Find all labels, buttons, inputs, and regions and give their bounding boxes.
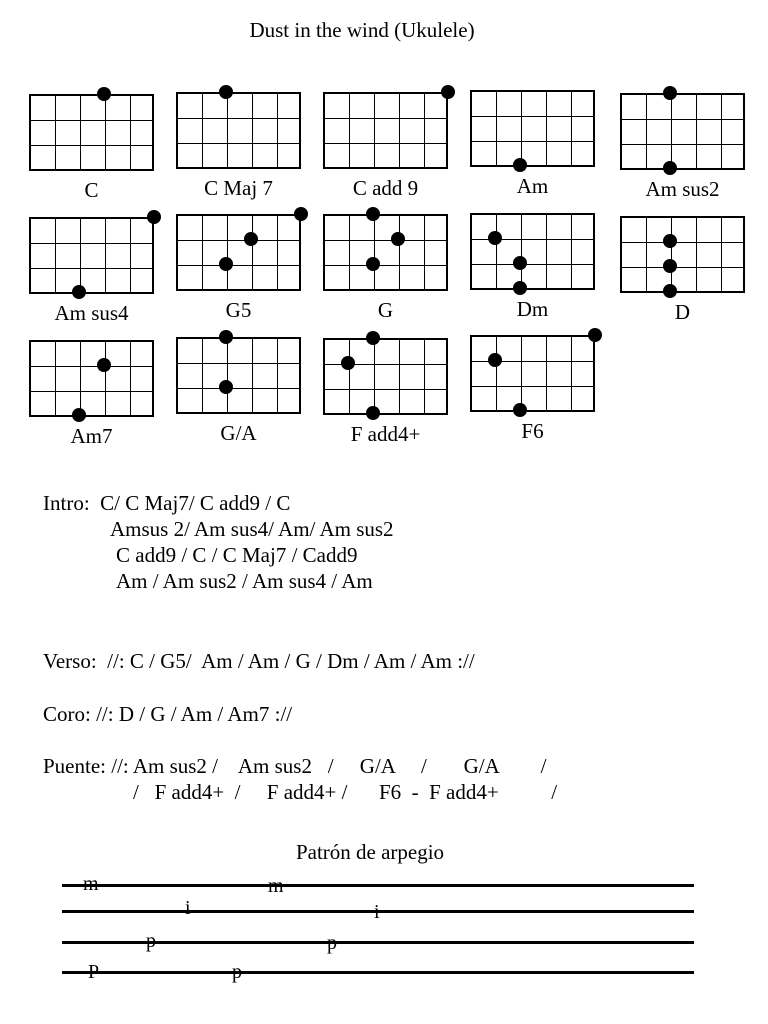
finger-dot xyxy=(341,356,355,370)
chord-name: C add 9 xyxy=(352,176,419,200)
finger-dot xyxy=(294,207,308,221)
puente-line-2: / F add4+ / F add4+ / F6 - F add4+ / xyxy=(133,780,558,804)
finger-dot xyxy=(663,86,677,100)
finger-dot xyxy=(219,330,233,344)
fretboard-grid xyxy=(323,92,448,169)
finger-dot xyxy=(488,353,502,367)
fretboard-grid xyxy=(29,94,154,171)
chord-name: Am xyxy=(516,174,549,198)
finger-dot xyxy=(244,232,258,246)
finger-dot xyxy=(513,281,527,295)
chord-name: C xyxy=(84,178,99,202)
string-line-3 xyxy=(62,941,694,944)
chord-name: G5 xyxy=(225,298,252,322)
finger-dot xyxy=(219,85,233,99)
string-line-1 xyxy=(62,884,694,887)
chord-name: Am sus4 xyxy=(54,301,129,325)
finger-dot xyxy=(366,406,380,420)
intro-line-3: C add9 / C / C Maj7 / Cadd9 xyxy=(116,543,358,567)
finger-dot xyxy=(588,328,602,342)
finger-dot xyxy=(219,257,233,271)
note-p: p xyxy=(146,930,156,952)
chord-name: C Maj 7 xyxy=(204,176,273,200)
fretboard-grid xyxy=(176,214,301,291)
chord-name: D xyxy=(674,300,691,324)
chord-name: G/A xyxy=(220,421,257,445)
fretboard-grid xyxy=(470,213,595,290)
note-p: p xyxy=(327,932,337,954)
note-P: P xyxy=(88,961,100,983)
finger-dot xyxy=(219,380,233,394)
string-line-4 xyxy=(62,971,694,974)
finger-dot xyxy=(441,85,455,99)
finger-dot xyxy=(391,232,405,246)
finger-dot xyxy=(663,161,677,175)
intro-line-1: Intro: C/ C Maj7/ C add9 / C xyxy=(43,491,291,515)
finger-dot xyxy=(147,210,161,224)
finger-dot xyxy=(366,331,380,345)
finger-dot xyxy=(513,158,527,172)
fretboard-grid xyxy=(470,90,595,167)
intro-line-2: Amsus 2/ Am sus4/ Am/ Am sus2 xyxy=(110,517,394,541)
coro-line: Coro: //: D / G / Am / Am7 :// xyxy=(43,702,293,726)
finger-dot xyxy=(366,257,380,271)
finger-dot xyxy=(97,87,111,101)
chord-name: F add4+ xyxy=(350,422,421,446)
fretboard-grid xyxy=(620,93,745,170)
chord-name: Am7 xyxy=(70,424,113,448)
fretboard-grid xyxy=(29,217,154,294)
finger-dot xyxy=(513,403,527,417)
note-m: m xyxy=(83,873,99,895)
finger-dot xyxy=(72,285,86,299)
puente-line-1: Puente: //: Am sus2 / Am sus2 / G/A / G/A / xyxy=(43,754,547,778)
note-i: i xyxy=(374,901,380,923)
song-title: Dust in the wind (Ukulele) xyxy=(249,18,475,42)
verso-line: Verso: //: C / G5/ Am / Am / G / Dm / Am / Am :// xyxy=(43,649,475,673)
intro-line-4: Am / Am sus2 / Am sus4 / Am xyxy=(116,569,373,593)
finger-dot xyxy=(513,256,527,270)
fretboard-grid xyxy=(176,337,301,414)
finger-dot xyxy=(488,231,502,245)
note-p: p xyxy=(232,961,242,983)
finger-dot xyxy=(663,234,677,248)
chord-name: Am sus2 xyxy=(645,177,720,201)
note-i: i xyxy=(185,897,191,919)
fretboard-grid xyxy=(470,335,595,412)
note-m: m xyxy=(268,875,284,897)
chord-name: F6 xyxy=(521,419,544,443)
chord-name: G xyxy=(377,298,394,322)
chord-name: Dm xyxy=(516,297,549,321)
finger-dot xyxy=(72,408,86,422)
pattern-title: Patrón de arpegio xyxy=(295,840,445,864)
finger-dot xyxy=(663,259,677,273)
finger-dot xyxy=(663,284,677,298)
finger-dot xyxy=(366,207,380,221)
fretboard-grid xyxy=(620,216,745,293)
fretboard-grid xyxy=(323,214,448,291)
fretboard-grid xyxy=(176,92,301,169)
fretboard-grid xyxy=(323,338,448,415)
finger-dot xyxy=(97,358,111,372)
fretboard-grid xyxy=(29,340,154,417)
